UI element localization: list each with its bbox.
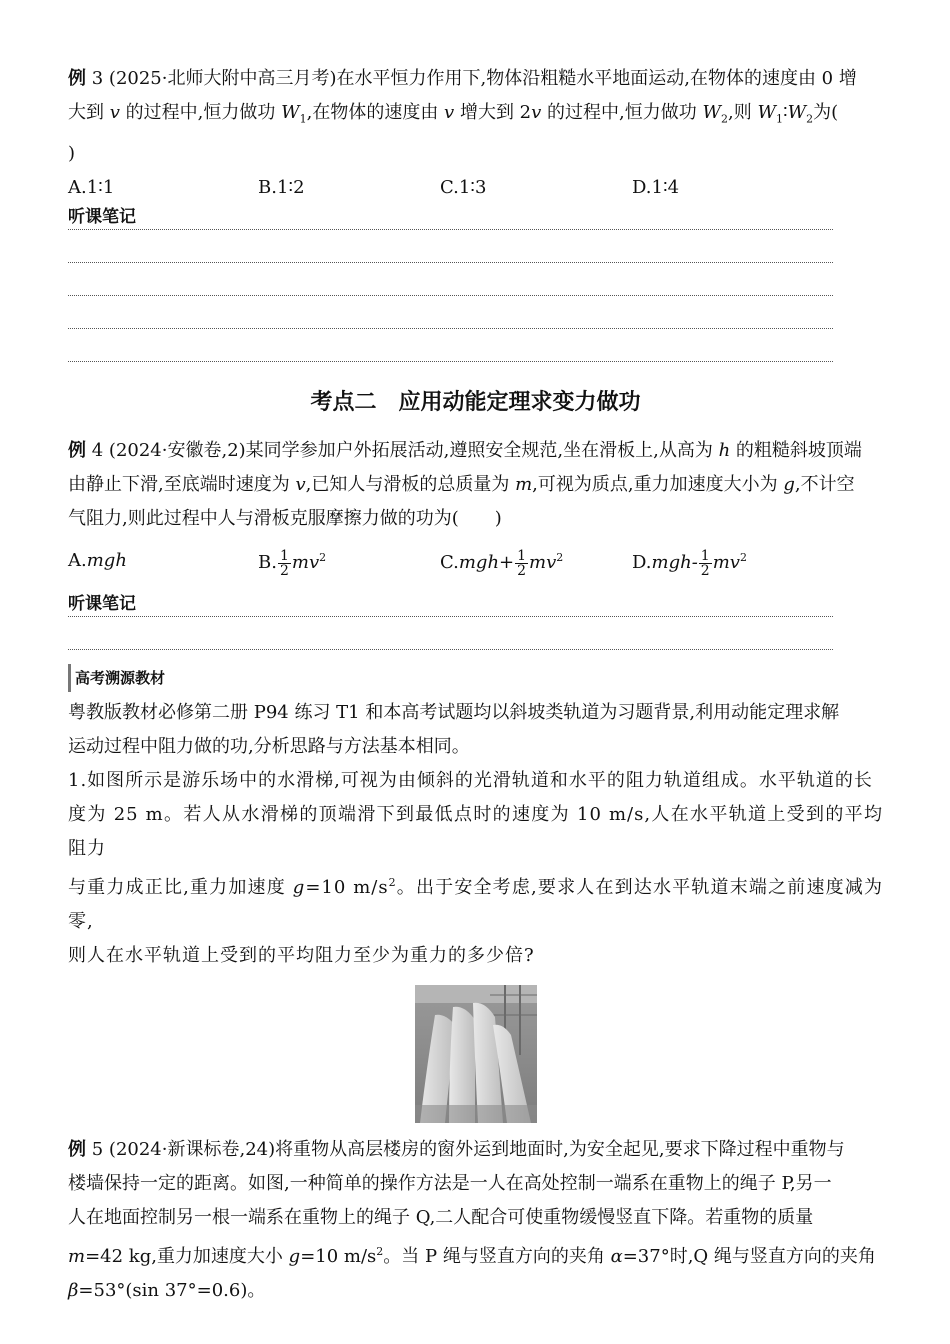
page-content (68, 62, 883, 1308)
fraction-half: $\frac{1}{2}$ (517, 547, 527, 579)
fraction-half: $\frac{1}{2}$ (279, 547, 289, 579)
source-heading: 高考溯源教材 (68, 664, 883, 692)
fraction-half: $\frac{1}{2}$ (700, 547, 710, 579)
textbook-question: 1.如图所示是游乐场中的水滑梯,可视为由倾斜的光滑轨道和水平的阻力轨道组成。水平轨道的长 度为 25 m。若人从水滑梯的顶端滑下到最低点时的速度为 10 m/s,人在水平轨道上受到的平均阻力 与重力成正比,重力加速度 g=10 $m/s^2$。出于安全考虑,要求人在到达水平轨道末端之前速度减为零, 则人在水平轨道上受到的平均阻力至少为重力的多少倍? (68, 769, 883, 966)
note-line[interactable] (68, 617, 833, 650)
option-c[interactable]: C.mgh+ $\frac{1}{2}$ $mv^2$ (440, 547, 564, 579)
option-a[interactable]: A.mgh (68, 549, 127, 571)
option-d[interactable]: D.mgh- $\frac{1}{2}$ $mv^2$ (632, 547, 747, 579)
notes-heading: 听课笔记 (68, 592, 833, 617)
water-slide-photo (415, 985, 537, 1123)
example3-options (68, 171, 883, 205)
option-a[interactable]: A.1∶1 (68, 176, 115, 198)
section-title: 考点二 应用动能定理求变力做功 (310, 389, 641, 415)
source-description: 粤教版教材必修第二册 P94 练习 T1 和本高考试题均以斜坡类轨道为习题背景,利用动能定理求解 运动过程中阻力做的功,分析思路与方法基本相同。 (68, 701, 840, 757)
option-d[interactable]: D.1∶4 (632, 176, 680, 198)
example4-options (68, 536, 883, 586)
note-line[interactable] (68, 230, 833, 263)
notes-heading: 听课笔记 (68, 205, 833, 230)
example4-stem: 例 4 (2024·安徽卷,2)某同学参加户外拓展活动,遵照安全规范,坐在滑板上,从高为 h 的粗糙斜坡顶端 由静止下滑,至底端时速度为 v,已知人与滑板的总质量为 m,可视为质点,重力加速度大小为 g,不计空 气阻力,则此过程中人与滑板克服摩擦力做的功为( ) (68, 439, 862, 529)
option-c[interactable]: C.1∶3 (440, 176, 487, 198)
example3-stem: 例 3 (2025·北师大附中高三月考)在水平恒力作用下,物体沿粗糙水平地面运动,在物体的速度由 0 增 大到 v 的过程中,恒力做功 $W_1$,在物体的速度由 v 增大到 2v 的过程中,恒力做功 $W_2$,则 $W_1∶W_2$为( ) (68, 68, 857, 164)
note-line[interactable] (68, 329, 833, 362)
note-line[interactable] (68, 296, 833, 329)
option-b[interactable]: B.1∶2 (258, 176, 305, 198)
option-b[interactable]: B. $\frac{1}{2}$ $mv^2$ (258, 547, 327, 579)
note-line[interactable] (68, 263, 833, 296)
example5-stem: 例 5 (2024·新课标卷,24)将重物从高层楼房的窗外运到地面时,为安全起见,要求下降过程中重物与 楼墙保持一定的距离。如图,一种简单的操作方法是一人在高处控制一端系在重物上的绳子 P,另一 人在地面控制另一根一端系在重物上的绳子 Q,二人配合可使重物缓慢竖直下降。若重物的质量 m=42 kg,重力加速度大小 g=10 $m/s^2$。当 P 绳与竖直方向的夹角 α=37°时,Q 绳与竖直方向的夹角 β=53°(sin 37°=0.6)。 (68, 1138, 876, 1301)
example-label: 例 (68, 68, 86, 89)
example-label: 例 (68, 1138, 86, 1160)
example-label: 例 (68, 439, 86, 461)
